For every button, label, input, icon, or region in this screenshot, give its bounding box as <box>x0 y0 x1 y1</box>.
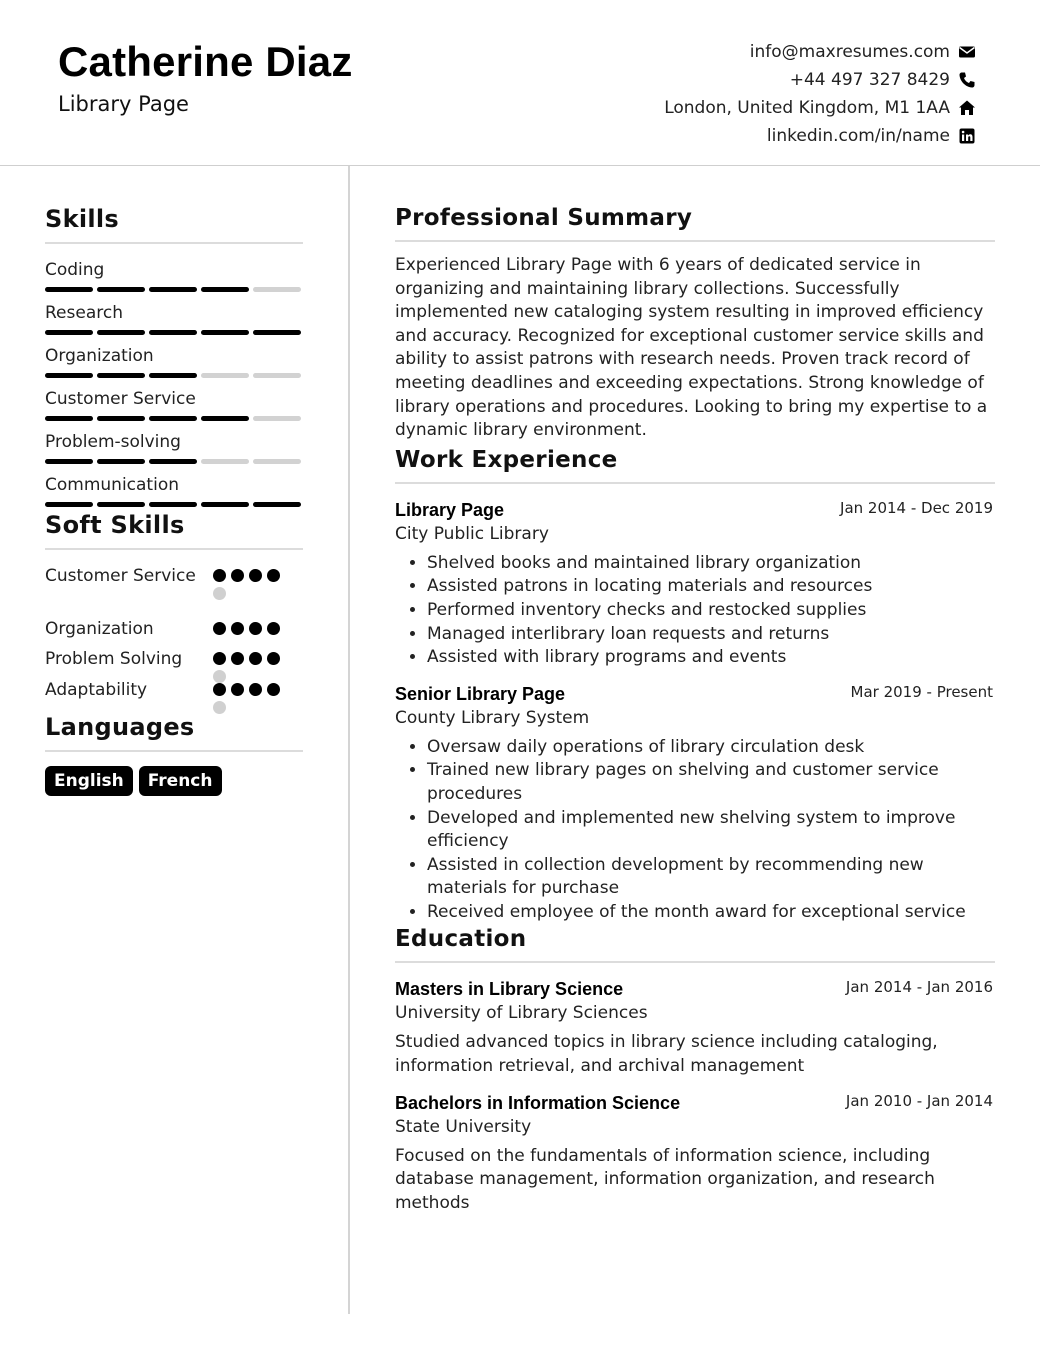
left-column <box>45 205 303 796</box>
responsibility-item: • Assisted patrons in locating materials and resources <box>427 575 995 599</box>
job-employer: County Library System <box>395 707 590 728</box>
skill-item <box>45 387 303 430</box>
skill-level-segment <box>201 287 249 292</box>
experience-list <box>395 498 995 925</box>
skill-item <box>45 258 303 301</box>
rating-dot <box>267 622 280 635</box>
skill-level-segment <box>97 287 145 292</box>
rating-dot <box>213 622 226 635</box>
degree-name: Bachelors in Information Science <box>395 1092 681 1113</box>
skills-heading: Skills <box>45 205 303 244</box>
degree-name: Masters in Library Science <box>395 979 624 1000</box>
skill-level-bars <box>45 373 303 379</box>
skill-level-bars <box>45 502 303 508</box>
skill-name: Problem-solving <box>45 432 181 452</box>
rating-dot <box>231 683 244 696</box>
soft-skill-item <box>45 647 303 678</box>
soft-skill-name: Organization <box>45 619 154 639</box>
job-employer: City Public Library <box>395 523 549 544</box>
skill-name: Communication <box>45 475 179 495</box>
contact-email[interactable] <box>664 38 976 66</box>
rating-dot <box>249 569 262 582</box>
rating-dot <box>213 701 226 714</box>
experience-entry <box>395 498 995 670</box>
rating-dot <box>267 652 280 665</box>
education-entry <box>395 977 995 1078</box>
summary-text: Experienced Library Page with 6 years of dedicated service in organizing and maintaining library collections. Successfully implemented new cataloging system resulting in improved efficiency and accuracy. Recognized for exceptional customer service skills and ability to assist patrons with research needs. Proven track record of meeting deadlines and exceeding expectations. Strong knowledge of library operations and procedures. Looking to bring my expertise to a dynamic library environment. <box>395 255 988 441</box>
skill-level-segment <box>45 459 93 464</box>
skill-level-segment <box>97 416 145 421</box>
skill-name: Research <box>45 303 123 323</box>
experience-entry <box>395 682 995 925</box>
skill-level-segment <box>149 416 197 421</box>
contact-address <box>664 94 976 122</box>
responsibility-item: • Developed and implemented new shelving system to improve efficiency <box>427 807 995 854</box>
skill-level-segment <box>149 330 197 335</box>
languages-list <box>45 766 303 796</box>
skill-level-segment <box>45 373 93 378</box>
education-entry <box>395 1091 995 1216</box>
education-list <box>395 977 995 1215</box>
skill-level-segment <box>201 373 249 378</box>
contact-linkedin-text: linkedin.com/in/name <box>766 126 950 146</box>
skill-level-segment <box>201 459 249 464</box>
envelope-icon <box>958 43 976 61</box>
responsibility-item: • Assisted with library programs and events <box>427 646 995 670</box>
soft-skill-name: Problem Solving <box>45 649 183 669</box>
contact-phone[interactable] <box>664 66 976 94</box>
soft-skills-heading: Soft Skills <box>45 511 303 550</box>
skill-level-segment <box>149 459 197 464</box>
rating-dot <box>213 652 226 665</box>
rating-dot <box>249 652 262 665</box>
candidate-name: Catherine Diaz <box>58 38 353 85</box>
skill-level-segment <box>253 373 301 378</box>
education-description: Studied advanced topics in library science including cataloging, information retrieval, and archival management <box>395 1032 938 1077</box>
responsibility-item: • Performed inventory checks and restocked supplies <box>427 599 995 623</box>
education-description: Focused on the fundamentals of information science, including database management, information organization, and research methods <box>395 1145 935 1213</box>
skill-level-segment <box>45 416 93 421</box>
rating-dot <box>213 587 226 600</box>
skill-name: Customer Service <box>45 389 196 409</box>
soft-skill-item <box>45 678 303 709</box>
soft-skills-list <box>45 564 303 709</box>
skill-level-bars <box>45 416 303 422</box>
skill-level-bars <box>45 330 303 336</box>
language-badge: French <box>139 766 222 796</box>
school-name: University of Library Sciences <box>395 1003 648 1024</box>
responsibility-item: • Oversaw daily operations of library circulation desk <box>427 736 995 760</box>
responsibility-item: • Received employee of the month award for exceptional service <box>427 901 995 925</box>
skill-level-segment <box>97 459 145 464</box>
rating-dot <box>213 683 226 696</box>
language-badge: English <box>45 766 133 796</box>
responsibility-item: • Trained new library pages on shelving and customer service procedures <box>427 759 995 806</box>
rating-dot <box>231 622 244 635</box>
home-icon <box>958 99 976 117</box>
resume-header <box>0 0 1040 166</box>
rating-dot <box>267 569 280 582</box>
skill-level-bars <box>45 287 303 293</box>
skill-level-segment <box>253 416 301 421</box>
skill-item <box>45 301 303 344</box>
soft-skill-item <box>45 564 303 617</box>
skill-item <box>45 430 303 473</box>
right-column <box>395 205 995 1227</box>
skill-level-segment <box>201 502 249 507</box>
skill-level-segment <box>253 330 301 335</box>
job-responsibilities <box>395 552 995 670</box>
education-heading: Education <box>395 926 995 963</box>
soft-skill-rating <box>213 622 288 635</box>
soft-skill-name: Adaptability <box>45 680 148 700</box>
skill-level-segment <box>97 502 145 507</box>
contact-phone-text: +44 497 327 8429 <box>789 70 950 90</box>
languages-heading: Languages <box>45 713 303 752</box>
skill-level-segment <box>149 373 197 378</box>
responsibility-item: • Managed interlibrary loan requests and returns <box>427 623 995 647</box>
education-dates: Jan 2014 - Jan 2016 <box>845 978 993 997</box>
soft-skill-rating <box>213 683 288 714</box>
skill-level-segment <box>97 330 145 335</box>
skill-item <box>45 473 303 516</box>
school-name: State University <box>395 1116 532 1137</box>
soft-skill-name: Customer Service <box>45 566 196 586</box>
candidate-title: Library Page <box>58 92 189 116</box>
education-dates: Jan 2010 - Jan 2014 <box>845 1091 993 1110</box>
rating-dot <box>267 683 280 696</box>
phone-icon <box>958 71 976 89</box>
skill-item <box>45 344 303 387</box>
skill-level-segment <box>253 459 301 464</box>
skill-level-segment <box>253 287 301 292</box>
responsibility-item: • Shelved books and maintained library organization <box>427 552 995 576</box>
rating-dot <box>231 652 244 665</box>
soft-skill-item <box>45 617 303 647</box>
skill-level-segment <box>149 502 197 507</box>
contact-address-text: London, United Kingdom, M1 1AA <box>664 98 950 118</box>
responsibility-item: • Assisted in collection development by recommending new materials for purchase <box>427 854 995 901</box>
job-dates: Mar 2019 - Present <box>850 682 993 701</box>
skill-level-segment <box>45 287 93 292</box>
job-responsibilities <box>395 736 995 925</box>
job-position: Library Page <box>395 499 505 520</box>
experience-heading: Work Experience <box>395 447 995 484</box>
rating-dot <box>213 569 226 582</box>
rating-dot <box>249 683 262 696</box>
rating-dot <box>231 569 244 582</box>
skills-list <box>45 258 303 516</box>
skill-level-segment <box>201 330 249 335</box>
summary-heading: Professional Summary <box>395 205 995 242</box>
job-dates: Jan 2014 - Dec 2019 <box>840 498 993 517</box>
skill-level-segment <box>149 287 197 292</box>
skill-level-segment <box>45 502 93 507</box>
contact-linkedin[interactable] <box>664 122 976 150</box>
contact-info <box>664 38 976 150</box>
skill-name: Coding <box>45 260 105 280</box>
job-position: Senior Library Page <box>395 683 566 704</box>
skill-level-segment <box>97 373 145 378</box>
soft-skill-rating <box>213 569 288 600</box>
skill-level-bars <box>45 459 303 465</box>
linkedin-icon <box>958 127 976 145</box>
skill-level-segment <box>253 502 301 507</box>
contact-email-text: info@maxresumes.com <box>749 42 950 62</box>
column-divider <box>348 166 350 1314</box>
skill-level-segment <box>201 416 249 421</box>
skill-name: Organization <box>45 346 154 366</box>
rating-dot <box>249 622 262 635</box>
skill-level-segment <box>45 330 93 335</box>
